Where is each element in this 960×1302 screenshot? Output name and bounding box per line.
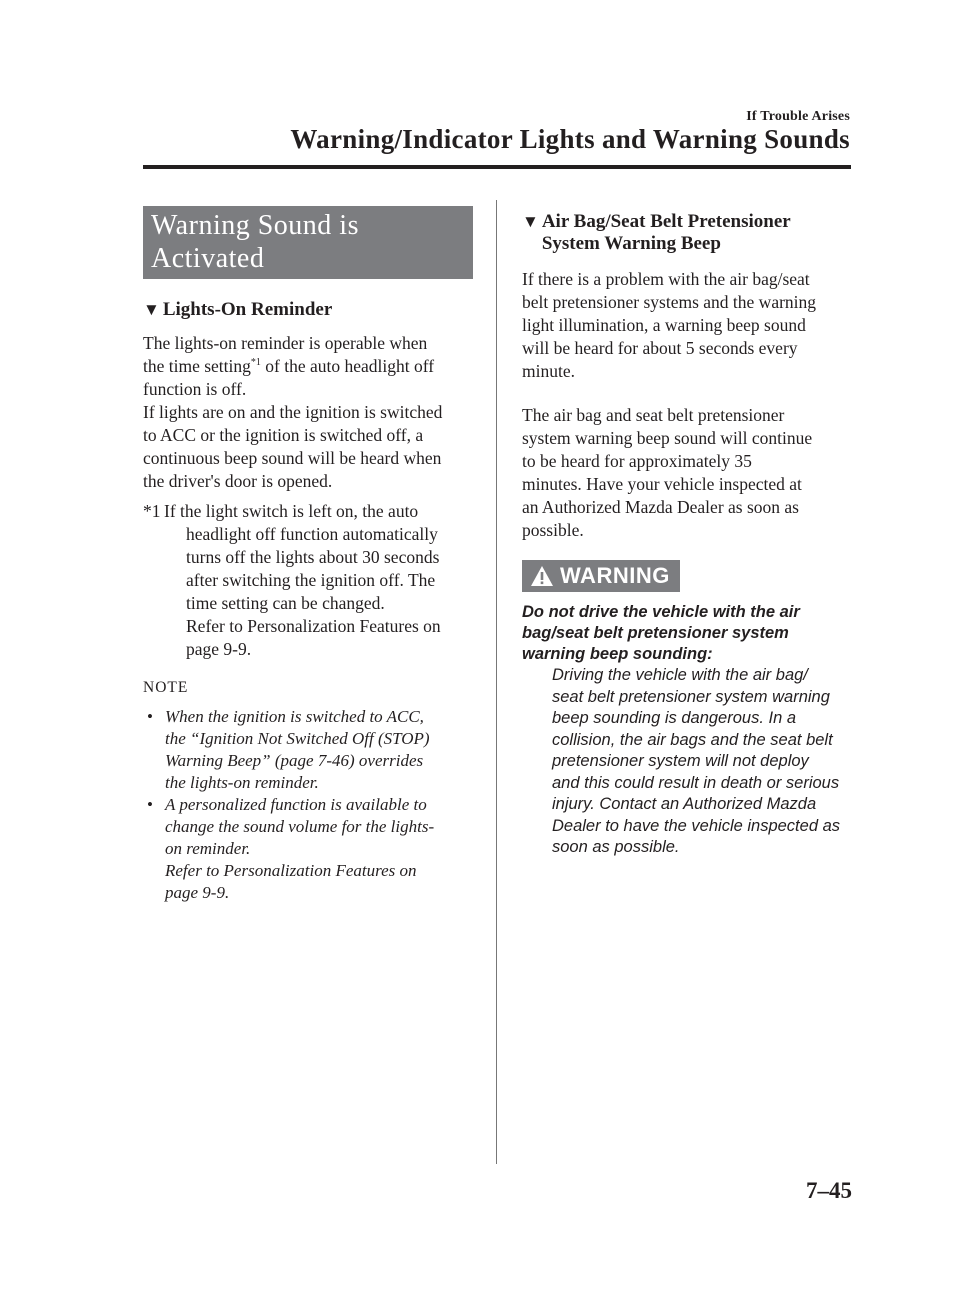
column-divider [496,200,497,1164]
text-line: The air bag and seat belt pretensioner [522,405,785,425]
running-header-section: If Trouble Arises [746,109,850,124]
text-line: Do not drive the vehicle with the air [522,603,800,621]
text-line: possible. [522,520,584,540]
text-line: If the light switch is left on, the auto [164,501,419,521]
text-line: and this could result in death or serious [552,773,840,792]
text-line: the driver's door is opened. [143,471,333,491]
paragraph [143,332,473,493]
footnote-body [164,500,473,661]
footnote-mark: *1 [143,501,161,521]
text-line: the “Ignition Not Switched Off (STOP) [165,729,430,748]
text-line: warning beep sounding: [522,645,713,663]
note-label: NOTE [143,679,189,696]
text-line: Warning Beep” (page 7-46) overrides [165,751,424,770]
bullet-icon: • [147,795,153,814]
text-line: If lights are on and the ignition is switched [143,402,443,422]
header-rule [143,165,851,169]
running-header-title: Warning/Indicator Lights and Warning Sounds [290,124,850,154]
warning-triangle-icon [530,565,554,587]
text-line: belt pretensioner systems and the warning [522,292,817,312]
text-line: on reminder. [165,839,251,858]
warning-label: WARNING [560,563,670,588]
heading-text [542,211,791,255]
text-line: Refer to Personalization Features on [165,861,417,880]
text-line: system warning beep sound will continue [522,428,813,448]
text-line: function is off. [143,379,247,399]
text-line: headlight off function automatically [186,524,438,544]
note-text [165,706,473,794]
text-line: page 9-9. [186,639,252,659]
text-line: the lights-on reminder. [165,773,319,792]
heading-text: Lights-On Reminder [162,299,333,320]
text-line: soon as possible. [552,838,680,856]
footnote [143,500,473,661]
text-line: continuous beep sound will be heard when [143,448,442,468]
warning-box [522,560,852,859]
text-line: page 9-9. [165,883,230,902]
heading-line: System Warning Beep [541,233,721,254]
text-line: change the sound volume for the lights- [165,817,435,836]
text-line: collision, the air bags and the seat belt [552,730,833,749]
text-line: will be heard for about 5 seconds every [522,338,798,358]
note-text [165,794,473,904]
text-line: to ACC or the ignition is switched off, a [143,425,424,445]
text-line: minutes. Have your vehicle inspected at [522,474,802,494]
triangle-marker-icon: ▼ [143,300,160,319]
lights-on-reminder-heading [143,299,473,321]
text-line: turns off the lights about 30 seconds [186,547,440,567]
text-line: seat belt pretensioner system warning [552,687,830,706]
text-line: after switching the ignition off. The [186,570,436,590]
note-item [143,706,473,794]
text-line: to be heard for approximately 35 [522,451,752,471]
warning-statement [522,602,852,665]
text-line: injury. Contact an Authorized Mazda [552,795,817,813]
text-line: time setting can be changed. [186,593,385,613]
text-line: When the ignition is switched to ACC, [165,707,424,726]
triangle-marker-icon: ▼ [522,212,539,231]
paragraph [522,268,852,383]
text-line: Refer to Personalization Features on [186,616,441,636]
text-line: If there is a problem with the air bag/seat [522,269,810,289]
paragraph [522,404,852,542]
bullet-icon: • [147,707,153,726]
left-column [143,206,473,904]
note-item [143,794,473,904]
text-line: A personalized function is available to [165,795,427,814]
air-bag-warning-beep-heading [522,211,852,255]
heading-line: Air Bag/Seat Belt Pretensioner [541,211,791,232]
warning-badge [522,560,680,592]
text-line [143,355,473,378]
warning-explanation [522,665,852,859]
right-column [522,206,852,859]
text-line: bag/seat belt pretensioner system [522,624,789,642]
footnote-reference: *1 [250,357,261,369]
section-banner [143,206,473,279]
text-fragment: of the auto headlight off [260,356,435,376]
text-line: light illumination, a warning beep sound [522,315,806,335]
text-line: Driving the vehicle with the air bag/ [552,666,808,684]
text-line: Dealer to have the vehicle inspected as [552,816,841,835]
text-fragment: the time setting [143,356,251,376]
section-banner-line: Warning Sound is [151,210,359,241]
text-line: minute. [522,361,575,381]
text-line: The lights-on reminder is operable when [143,333,428,353]
text-line: an Authorized Mazda Dealer as soon as [522,497,799,517]
section-banner-line: Activated [151,243,265,274]
text-line: beep sounding is dangerous. In a [552,709,797,727]
page-number: 7–45 [806,1178,852,1203]
text-line: pretensioner system will not deploy [552,752,809,770]
